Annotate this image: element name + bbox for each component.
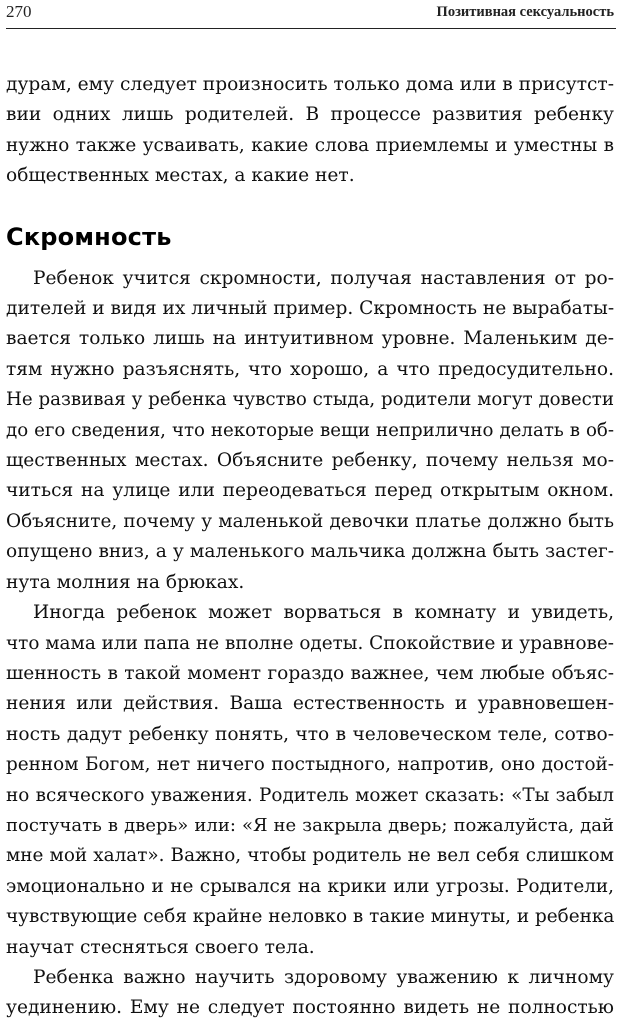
text-line: опущено вниз, а у маленького мальчика должна быть застег- <box>6 541 614 563</box>
text-line: общественных местах, а какие нет. <box>6 165 355 187</box>
text-line: постучать в дверь» или: «Я не закрыла дверь; пожалуйста, дай <box>6 814 614 836</box>
text-line: ренном Богом, нет ничего постыдного, напротив, оно достой- <box>6 754 614 776</box>
page-header <box>6 0 616 30</box>
page-number: 270 <box>6 2 32 21</box>
paragraph-2 <box>6 598 614 963</box>
text-line: дителей и видя их личный пример. Скромность не вырабаты- <box>6 298 615 320</box>
text-line: чувствующие себя крайне неловко в такие минуты, и ребенка <box>6 906 615 928</box>
text-line: ность дадут ребенку понять, что в человеческом теле, сотво- <box>6 723 614 745</box>
intro-paragraph <box>6 70 614 192</box>
text-line: вается только лишь на интуитивном уровне. Маленьким де- <box>6 328 614 350</box>
text-line: Ребенок учится скромности, получая наставления от ро- <box>33 267 614 289</box>
text-line: шенность в такой момент гораздо важнее, чем любые объяс- <box>6 662 614 684</box>
text-line: Иногда ребенок может ворваться в комнату и увидеть, <box>33 602 614 624</box>
page-body <box>6 70 614 1024</box>
paragraph-1 <box>6 264 614 598</box>
text-line: мне мой халат». Важно, чтобы родитель не вел себя слишком <box>6 845 614 867</box>
text-line: нута молния на брюках. <box>6 571 245 593</box>
text-line: вии одних лишь родителей. В процессе развития ребенку <box>6 104 614 126</box>
text-line: что мама или папа не вполне одеты. Спокойствие и уравнове- <box>6 632 614 654</box>
text-line: читься на улице или переодеваться перед открытым окном. <box>6 480 614 502</box>
text-line: эмоционально и не срывался на крики или угрозы. Родители, <box>6 875 614 897</box>
paragraph-3 <box>6 963 614 1024</box>
text-line: Ребенка важно научить здоровому уважению к личному <box>33 966 614 988</box>
text-line: до его сведения, что некоторые вещи неприлично делать в об- <box>6 419 614 441</box>
header-rule <box>6 28 616 29</box>
text-line: Объясните, почему у маленькой девочки платье должно быть <box>6 510 614 532</box>
text-line: нужно также усваивать, какие слова приемлемы и уместны в <box>6 134 614 156</box>
text-line: тям нужно разъяснять, что хорошо, а что предосудительно. <box>6 358 614 380</box>
text-line: щественных местах. Объясните ребенку, почему нельзя мо- <box>6 450 614 472</box>
text-line: научат стесняться своего тела. <box>6 936 315 958</box>
text-line: но всяческого уважения. Родитель может сказать: «Ты забыл <box>6 784 614 806</box>
text-line: Не развивая у ребенка чувство стыда, родители могут довести <box>6 389 614 411</box>
text-line: уединению. Ему не следует постоянно видеть не полностью <box>6 997 614 1019</box>
text-line: нения или действия. Ваша естественность и уравновешен- <box>6 693 614 715</box>
text-line: дурам, ему следует произносить только дома или в присутст- <box>6 74 614 95</box>
running-title: Позитивная сексуальность <box>436 4 614 20</box>
section-heading: Скромность <box>6 222 172 251</box>
